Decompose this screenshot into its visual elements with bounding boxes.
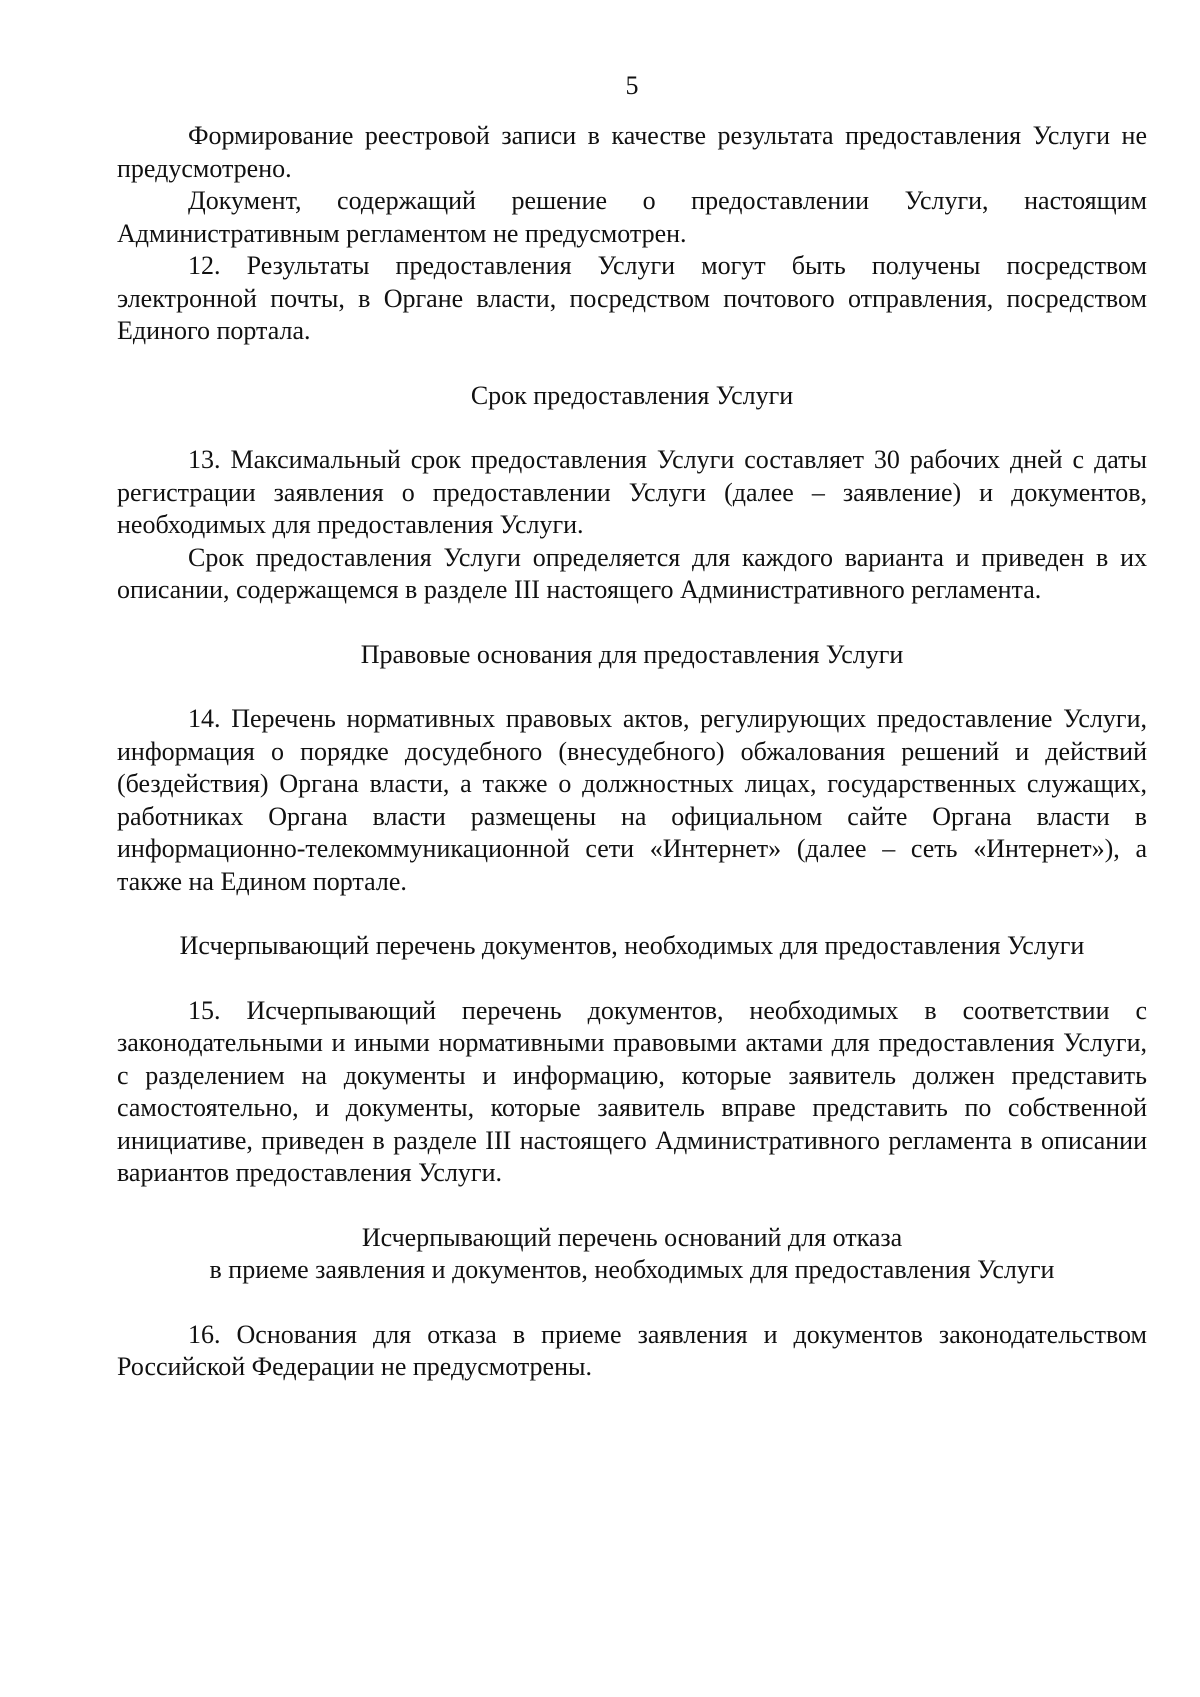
page-number: 5 — [625, 71, 639, 100]
section-heading-legal-basis — [117, 639, 1147, 672]
section-heading-line: Исчерпывающий перечень документов, необходимых для предоставления Услуги — [179, 931, 1085, 960]
document-page — [117, 70, 1147, 1384]
paragraph-12-results: 12. Результаты предоставления Услуги могут быть получены посредством электронной почты, в Органе власти, посредством почтового отправления, посредством Единого портала. — [117, 251, 1147, 345]
section-heading-refusal-grounds — [117, 1222, 1147, 1287]
section-heading-line: в приеме заявления и документов, необходимых для предоставления Услуги — [209, 1255, 1055, 1284]
paragraph-decision-document: Документ, содержащий решение о предоставлении Услуги, настоящим Административным регламентом не предусмотрен. — [117, 186, 1147, 248]
paragraph-registry-record: Формирование реестровой записи в качестве результата предоставления Услуги не предусмотрено. — [117, 121, 1147, 183]
section-heading-line: Срок предоставления Услуги — [470, 380, 794, 410]
section-heading-line: Правовые основания для предоставления Услуги — [360, 639, 904, 669]
paragraph-term-variant: Срок предоставления Услуги определяется для каждого варианта и приведен в их описании, содержащемся в разделе III настоящего Административного регламента. — [117, 542, 1147, 604]
section-heading-line: Исчерпывающий перечень оснований для отказа — [361, 1222, 903, 1252]
paragraph-13-max-term: 13. Максимальный срок предоставления Услуги составляет 30 рабочих дней с даты регистрации заявления о предоставлении Услуги (далее – заявление) и документов, необходимых для предоставления Услуги. — [117, 445, 1147, 539]
section-heading-documents-list — [117, 930, 1147, 963]
paragraph-14-legal-acts: 14. Перечень нормативных правовых актов, регулирующих предоставление Услуги, информация о порядке досудебного (внесудебного) обжалования решений и действий (бездействия) Органа власти, а также о должностных лицах, государственных служащих, работниках Органа власти размещены на официальном сайте Органа власти в информационно-телекоммуникационной сети «Интернет» (далее – сеть «Интернет»), а также на Едином портале. — [117, 704, 1147, 896]
paragraph-15-documents: 15. Исчерпывающий перечень документов, необходимых в соответствии с законодательными и иными нормативными правовыми актами для предоставления Услуги, с разделением на документы и информацию, которые заявитель должен представить самостоятельно, и документы, которые заявитель вправе представить по собственной инициативе, приведен в разделе III настоящего Административного регламента в описании вариантов предоставления Услуги. — [117, 995, 1147, 1187]
section-heading-term — [117, 380, 1147, 413]
paragraph-16-refusal: 16. Основания для отказа в приеме заявления и документов законодательством Российской Федерации не предусмотрены. — [117, 1319, 1147, 1381]
